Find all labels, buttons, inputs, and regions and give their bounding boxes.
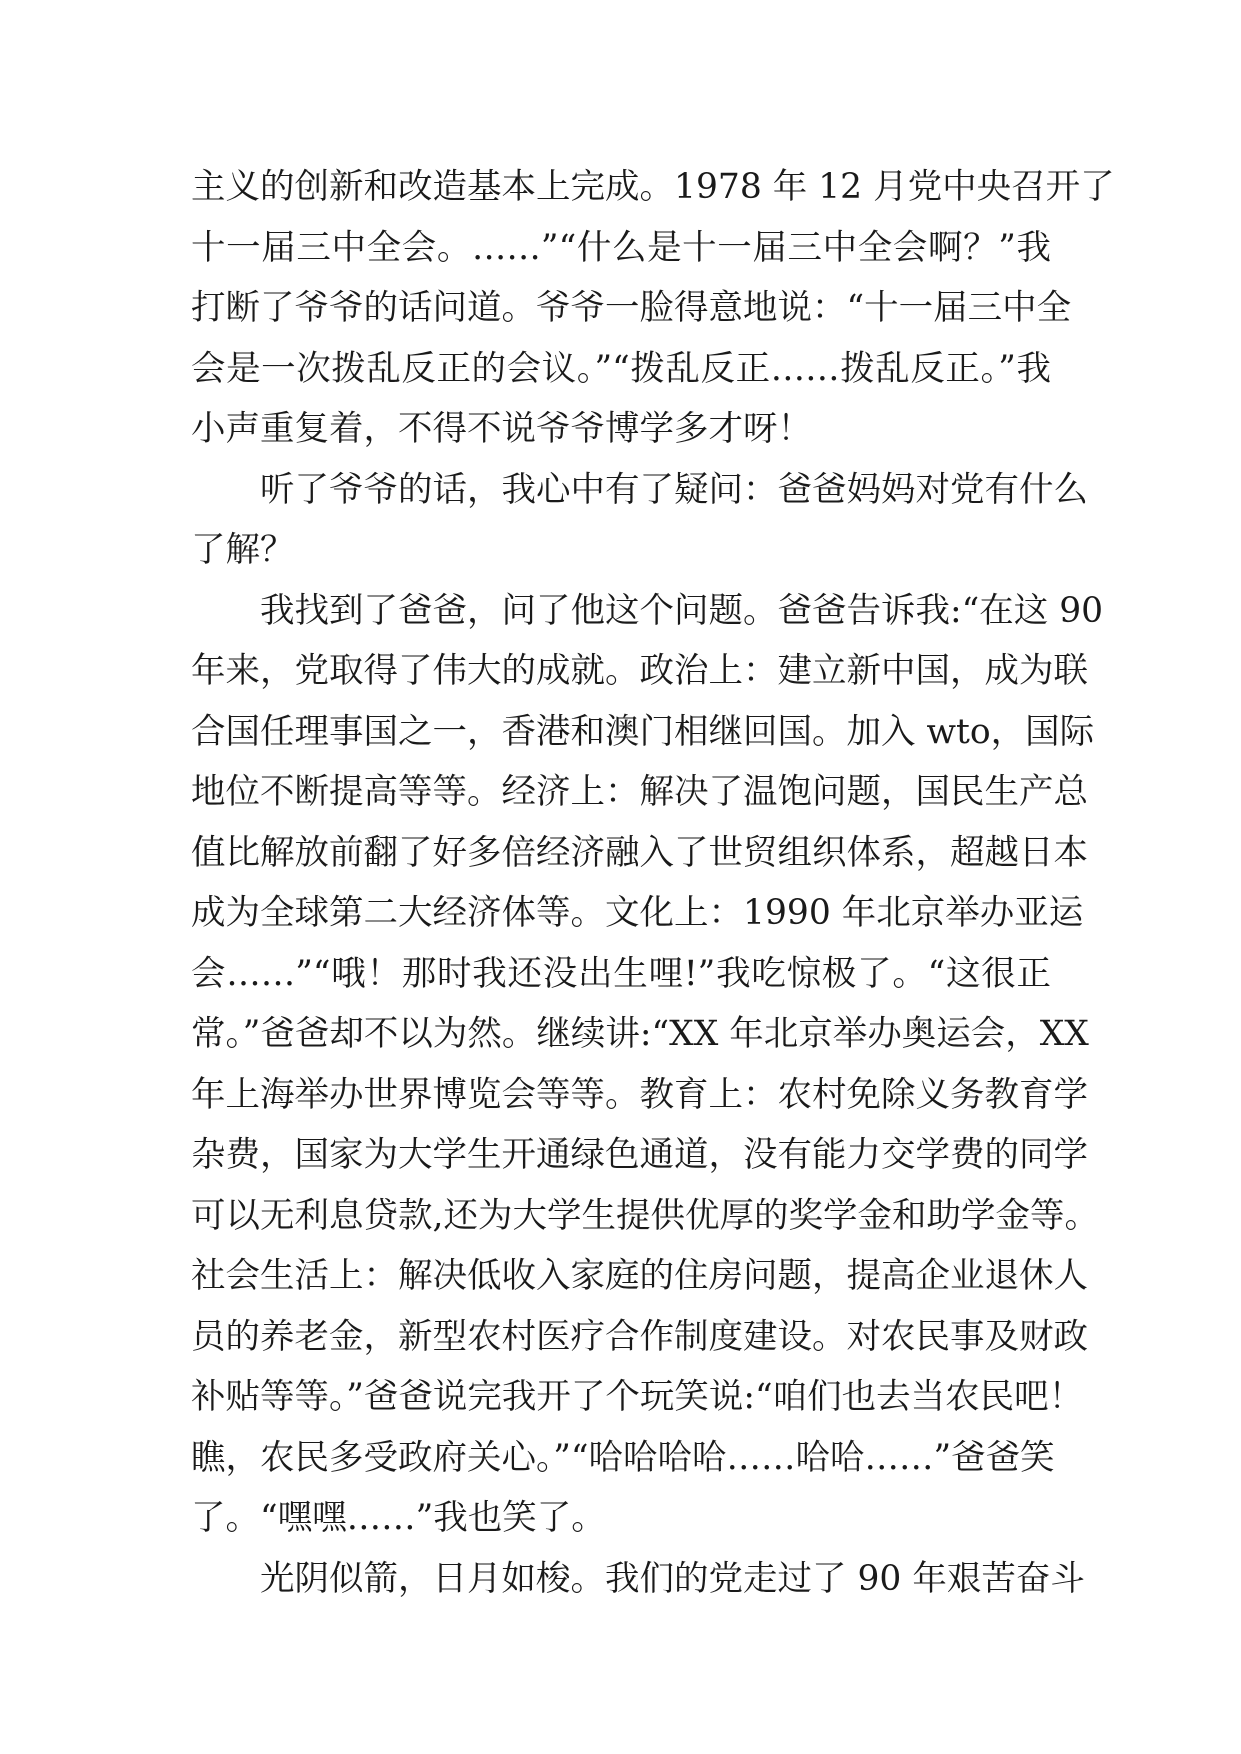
body-text (191, 157, 1115, 1609)
text-line: 年上海举办世界博览会等等。教育上：农村免除义务教育学 (191, 1074, 1088, 1115)
text-line: 地位不断提高等等。经济上：解决了温饱问题，国民生产总 (191, 772, 1088, 812)
paragraph-first-line: 我找到了爸爸，问了他这个问题。爸爸告诉我:“在这 90 (260, 590, 1104, 631)
text-line: 小声重复着，不得不说爷爷博学多才呀！ (191, 409, 812, 449)
text-line: 合国任理事国之一，香港和澳门相继回国。加入 wto，国际 (191, 711, 1095, 752)
text-line: 补贴等等。”爸爸说完我开了个玩笑说:“咱们也去当农民吧！ (191, 1377, 1084, 1417)
text-line: 会是一次拨乱反正的会议。”“拨乱反正……拨乱反正。”我 (191, 348, 1051, 389)
paragraph-first-line: 听了爷爷的话，我心中有了疑问：爸爸妈妈对党有什么 (260, 469, 1088, 510)
text-line: 了。“嘿嘿……”我也笑了。 (191, 1498, 606, 1538)
text-line: 会……”“哦！那时我还没出生哩!”我吃惊极了。“这很正 (191, 953, 1051, 994)
text-line: 可以无利息贷款,还为大学生提供优厚的奖学金和助学金等。 (191, 1195, 1099, 1236)
text-line: 打断了爷爷的话问道。爷爷一脸得意地说：“十一届三中全 (191, 288, 1072, 328)
text-line: 杂费，国家为大学生开通绿色通道，没有能力交学费的同学 (191, 1135, 1088, 1175)
text-line: 年来，党取得了伟大的成就。政治上：建立新中国，成为联 (191, 651, 1088, 691)
text-line: 常。”爸爸却不以为然。继续讲:“XX 年北京举办奥运会，XX (191, 1014, 1089, 1054)
text-line: 主义的创新和改造基本上完成。1978 年 12 月党中央召开了 (191, 167, 1115, 207)
text-line: 员的养老金，新型农村医疗合作制度建设。对农民事及财政 (191, 1316, 1088, 1357)
text-line: 了解？ (191, 530, 295, 570)
text-line: 值比解放前翻了好多倍经济融入了世贸组织体系，超越日本 (191, 832, 1088, 873)
text-line: 十一届三中全会。……”“什么是十一届三中全会啊？”我 (191, 227, 1051, 268)
text-line: 瞧，农民多受政府关心。”“哈哈哈哈……哈哈……”爸爸笑 (191, 1437, 1055, 1478)
paragraph-first-line: 光阴似箭，日月如梭。我们的党走过了 90 年艰苦奋斗 (260, 1558, 1085, 1599)
text-line: 社会生活上：解决低收入家庭的住房问题，提高企业退休人 (191, 1256, 1088, 1296)
text-line: 成为全球第二大经济体等。文化上：1990 年北京举办亚运 (191, 893, 1084, 933)
